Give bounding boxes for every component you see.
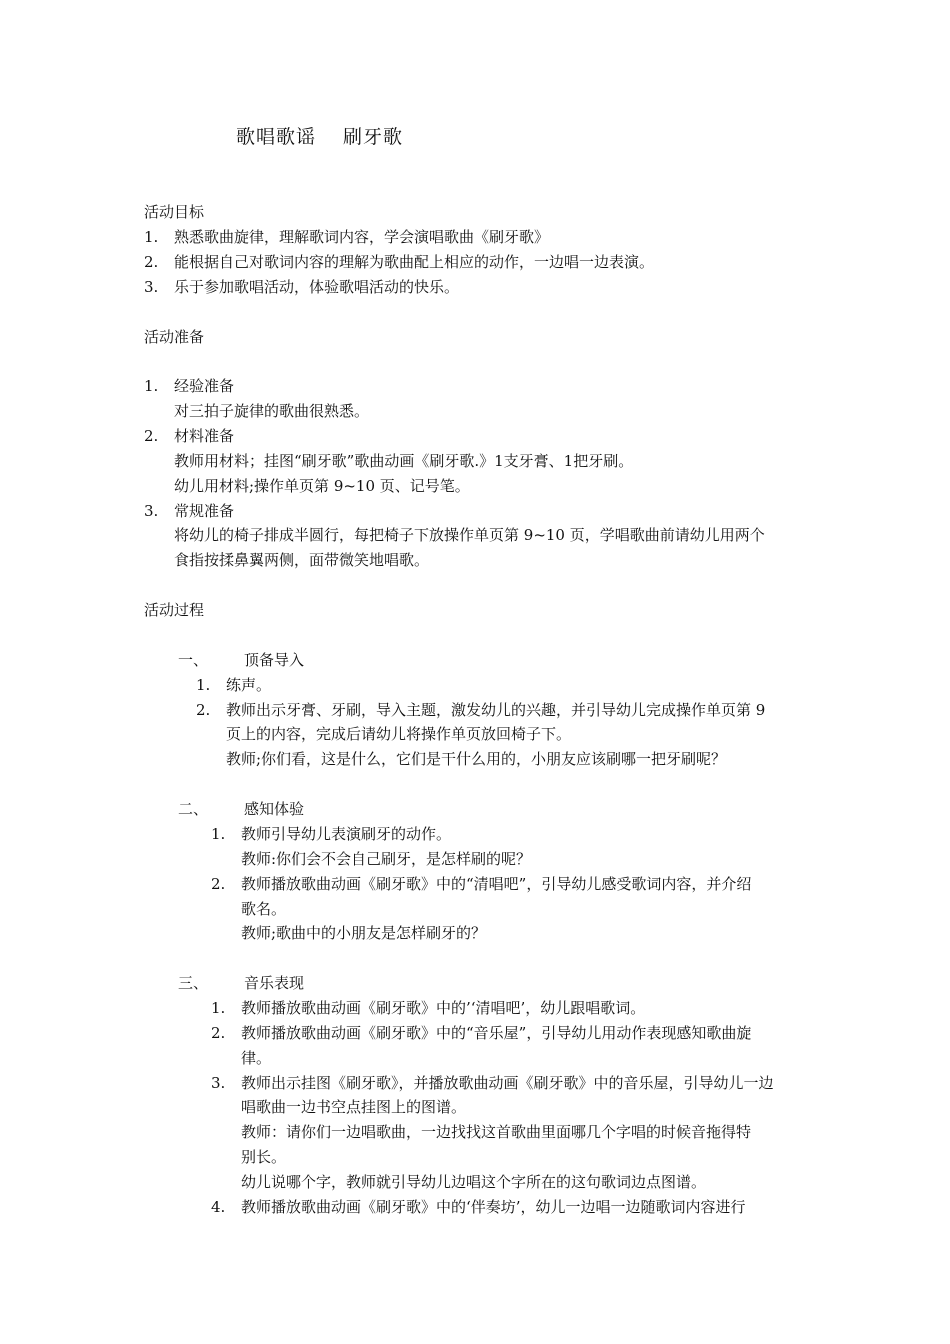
- list-number: 1.: [211, 999, 226, 1017]
- list-item: 乐于参加歌唱活动，体验歌唱活动的快乐。: [174, 278, 460, 296]
- list-item: 歌名。: [241, 900, 287, 918]
- list-number: 3.: [211, 1074, 226, 1092]
- list-item-label: 材料准备: [174, 427, 235, 445]
- list-item: 教师;歌曲中的小朋友是怎样刷牙的？: [241, 924, 487, 942]
- list-number: 3.: [144, 278, 159, 296]
- section-number: 一、: [178, 651, 209, 669]
- list-item-label: 经验准备: [174, 377, 235, 395]
- list-item: 教师播放歌曲动画《刷牙歌》中的“音乐屋”，引导幼儿用动作表现感知歌曲旋: [241, 1024, 752, 1042]
- list-number: 3.: [144, 502, 159, 520]
- list-item: 唱歌曲一边书空点挂图上的图谱。: [241, 1098, 467, 1116]
- list-number: 1.: [144, 377, 159, 395]
- goals-heading: 活动目标: [144, 203, 205, 221]
- list-item: 教师引导幼儿表演刷牙的动作。: [241, 825, 452, 843]
- list-item: 教师出示牙膏、牙刷，导入主题，激发幼儿的兴趣，并引导幼儿完成操作单页第 9: [226, 701, 766, 719]
- doc-title: 歌唱歌谣 刷牙歌: [236, 126, 404, 148]
- list-item: 教师出示挂图《刷牙歌》，并播放歌曲动画《刷牙歌》中的音乐屋，引导幼儿一边: [241, 1074, 774, 1092]
- list-item: 律。: [241, 1049, 272, 1067]
- section-number: 二、: [178, 800, 209, 818]
- list-item: 熟悉歌曲旋律，理解歌词内容，学会演唱歌曲《刷牙歌》: [174, 228, 550, 246]
- section-label: 音乐表现: [244, 974, 305, 992]
- list-item: 别长。: [241, 1148, 287, 1166]
- list-item: 幼儿说哪个字，教师就引导幼儿边唱这个字所在的这句歌词边点图谱。: [241, 1173, 707, 1191]
- list-number: 1.: [211, 825, 226, 843]
- list-number: 4.: [211, 1198, 226, 1216]
- list-number: 2.: [144, 253, 159, 271]
- list-item-text: 教师用材料；挂图“刷牙歌”歌曲动画《刷牙歌.》1支牙膏、1把牙刷。: [174, 452, 634, 470]
- list-item: 教师播放歌曲动画《刷牙歌》中的’‘清唱吧’，幼儿跟唱歌词。: [241, 999, 646, 1017]
- list-number: 2.: [196, 701, 211, 719]
- list-item-text: 对三拍子旋律的歌曲很熟悉。: [174, 402, 370, 420]
- process-heading: 活动过程: [144, 601, 205, 619]
- list-number: 2.: [211, 1024, 226, 1042]
- section-number: 三、: [178, 974, 209, 992]
- list-item-text: 幼儿用材料;操作单页第 9~10 页、记号笔。: [174, 477, 470, 495]
- list-number: 2.: [144, 427, 159, 445]
- list-item: 教师:你们会不会自己刷牙，是怎样刷的呢？: [241, 850, 532, 868]
- list-item-text: 将幼儿的椅子排成半圆行，每把椅子下放操作单页第 9~10 页，学唱歌曲前请幼儿用两个: [174, 526, 765, 544]
- list-item: 能根据自己对歌词内容的理解为歌曲配上相应的动作，一边唱一边表演。: [174, 253, 655, 271]
- list-item-label: 常规准备: [174, 502, 235, 520]
- section-label: 感知体验: [244, 800, 305, 818]
- list-item: 教师播放歌曲动画《刷牙歌》中的‘伴奏坊’，幼儿一边唱一边随歌词内容进行: [241, 1198, 746, 1216]
- list-item-text: 食指按揉鼻翼两侧，面带微笑地唱歌。: [174, 551, 430, 569]
- list-number: 2.: [211, 875, 226, 893]
- list-item: 教师播放歌曲动画《刷牙歌》中的“清唱吧”，引导幼儿感受歌词内容，并介绍: [241, 875, 752, 893]
- list-item: 教师：请你们一边唱歌曲，一边找找这首歌曲里面哪几个字唱的时候音拖得特: [241, 1123, 752, 1141]
- section-label: 顶备导入: [244, 651, 305, 669]
- list-number: 1.: [144, 228, 159, 246]
- list-item: 页上的内容，完成后请幼儿将操作单页放回椅子下。: [226, 725, 572, 743]
- prep-heading: 活动准备: [144, 328, 205, 346]
- list-item: 教师;你们看，这是什么，它们是干什么用的，小朋友应该刷哪一把牙刷呢？: [226, 750, 727, 768]
- list-number: 1.: [196, 676, 211, 694]
- list-item: 练声。: [226, 676, 272, 694]
